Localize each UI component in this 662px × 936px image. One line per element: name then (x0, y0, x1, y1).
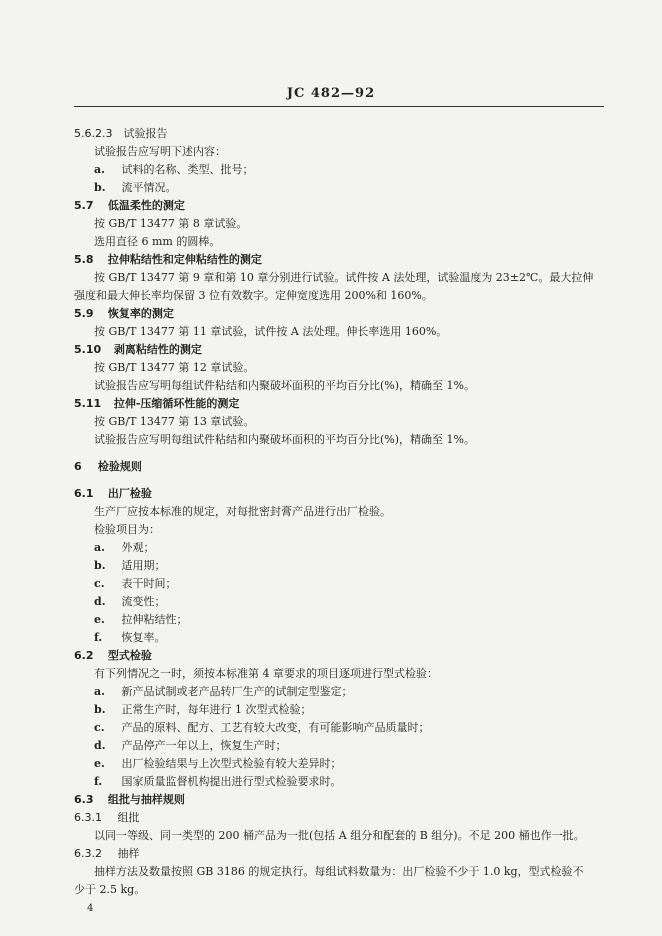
paragraph-line: 检验项目为： (94, 523, 160, 536)
section-heading (74, 793, 185, 807)
section-title: 组批 (117, 811, 140, 824)
section-heading (74, 199, 185, 213)
list-letter: d. (94, 739, 106, 752)
list-text: 表干时间； (121, 577, 177, 590)
section-title: 出厂检验 (107, 487, 152, 500)
chapter-title: 检验规则 (97, 460, 142, 473)
paragraph-line: 试验报告应写明每组试件粘结和内聚破坏面积的平均百分比(%)，精确至 1%。 (94, 433, 475, 446)
section-number: 5.9 (74, 307, 94, 320)
section-heading (74, 397, 239, 411)
section-number: 6.3 (74, 793, 94, 806)
list-item (94, 775, 342, 789)
section-heading (74, 487, 152, 501)
paragraph-line: 按 GB/T 13477 第 13 章试验。 (94, 415, 255, 428)
section-number: 6.2 (74, 649, 94, 662)
list-letter: c. (94, 721, 105, 734)
section-title: 拉伸-压缩循环性能的测定 (113, 397, 240, 410)
list-text: 产品停产一年以上，恢复生产时； (121, 739, 287, 752)
header-rule (74, 106, 604, 107)
paragraph-line: 试验报告应写明下述内容： (94, 145, 226, 158)
paragraph-line: 以同一等级、同一类型的 200 桶产品为一批(包括 A 组分和配套的 B 组分)。不足 200 桶也作一批。 (94, 829, 585, 842)
paragraph-line: 抽样方法及数量按照 GB 3186 的规定执行。每组试料数量为：出厂检验不少于 1.0 kg，型式检验不 (94, 865, 584, 878)
list-letter: a. (94, 163, 105, 176)
list-text: 试料的名称、类型、批号； (121, 163, 254, 176)
list-item (94, 181, 177, 195)
list-text: 外观； (121, 541, 155, 554)
list-letter: e. (94, 757, 105, 770)
list-item (94, 559, 166, 573)
list-text: 产品的原料、配方、工艺有较大改变，有可能影响产品质量时； (121, 721, 430, 734)
list-item (94, 721, 430, 735)
section-title: 拉伸粘结性和定伸粘结性的测定 (107, 253, 262, 266)
list-item (94, 703, 312, 717)
section-number: 5.7 (74, 199, 94, 212)
chapter-number: 6 (74, 460, 82, 473)
paragraph-line: 按 GB/T 13477 第 12 章试验。 (94, 361, 255, 374)
list-item (94, 685, 353, 699)
list-letter: b. (94, 703, 106, 716)
section-number: 6.3.2 (74, 847, 102, 860)
list-item (94, 739, 287, 753)
list-letter: b. (94, 559, 106, 572)
section-heading (74, 649, 152, 663)
list-text: 出厂检验结果与上次型式检验有较大差异时； (121, 757, 342, 770)
list-item (94, 541, 155, 555)
paragraph-line: 按 GB/T 13477 第 9 章和第 10 章分别进行试验。试件按 A 法处理，试验温度为 23±2℃。最大拉伸 (94, 271, 594, 284)
paragraph-line: 选用直径 6 mm 的圆棒。 (94, 235, 221, 248)
standard-code-header: JC 482—92 (286, 86, 376, 101)
page-number: 4 (87, 903, 94, 914)
list-item (94, 163, 254, 177)
section-title: 抽样 (117, 847, 140, 860)
list-letter: a. (94, 685, 105, 698)
list-text: 拉伸粘结性； (121, 613, 188, 626)
section-title: 组批与抽样规则 (107, 793, 185, 806)
paragraph-line: 有下列情况之一时，须按本标准第 4 章要求的项目逐项进行型式检验： (94, 667, 438, 680)
section-number: 5.8 (74, 253, 94, 266)
section-title: 试验报告 (123, 127, 168, 140)
section-heading (74, 307, 174, 321)
list-text: 新产品试制或老产品转厂生产的试制定型鉴定； (121, 685, 353, 698)
section-number: 6.1 (74, 487, 94, 500)
section-number: 5.11 (74, 397, 102, 410)
list-text: 流平情况。 (121, 181, 177, 194)
list-letter: a. (94, 541, 105, 554)
list-item (94, 613, 188, 627)
section-title: 型式检验 (107, 649, 152, 662)
list-letter: f. (94, 631, 103, 644)
section-heading (74, 811, 140, 825)
list-letter: d. (94, 595, 106, 608)
list-item (94, 757, 342, 771)
paragraph-line: 试验报告应写明每组试件粘结和内聚破坏面积的平均百分比(%)，精确至 1%。 (94, 379, 475, 392)
list-text: 适用期； (121, 559, 166, 572)
chapter-heading (74, 460, 142, 474)
section-number: 5.6.2.3 (74, 127, 113, 140)
list-item (94, 595, 166, 609)
section-title: 剥离粘结性的测定 (113, 343, 202, 356)
paragraph-line: 按 GB/T 13477 第 8 章试验。 (94, 217, 248, 230)
section-heading (74, 253, 262, 267)
list-item (94, 631, 166, 645)
list-text: 国家质量监督机构提出进行型式检验要求时。 (121, 775, 342, 788)
paragraph-line: 按 GB/T 13477 第 11 章试验，试件按 A 法处理。伸长率选用 160%。 (94, 325, 448, 338)
section-number: 6.3.1 (74, 811, 102, 824)
list-letter: c. (94, 577, 105, 590)
list-item (94, 577, 177, 591)
paragraph-line: 少于 2.5 kg。 (74, 883, 146, 896)
section-heading (74, 847, 140, 861)
section-title: 恢复率的测定 (107, 307, 174, 320)
list-text: 正常生产时，每年进行 1 次型式检验； (121, 703, 312, 716)
section-heading (74, 127, 168, 141)
paragraph-line: 强度和最大伸长率均保留 3 位有效数字。定伸宽度选用 200%和 160%。 (74, 289, 433, 302)
section-number: 5.10 (74, 343, 102, 356)
list-letter: b. (94, 181, 106, 194)
paragraph-line: 生产厂应按本标准的规定，对每批密封膏产品进行出厂检验。 (94, 505, 391, 518)
section-heading (74, 343, 202, 357)
section-title: 低温柔性的测定 (107, 199, 185, 212)
list-text: 恢复率。 (121, 631, 166, 644)
list-letter: e. (94, 613, 105, 626)
list-text: 流变性； (121, 595, 166, 608)
list-letter: f. (94, 775, 103, 788)
